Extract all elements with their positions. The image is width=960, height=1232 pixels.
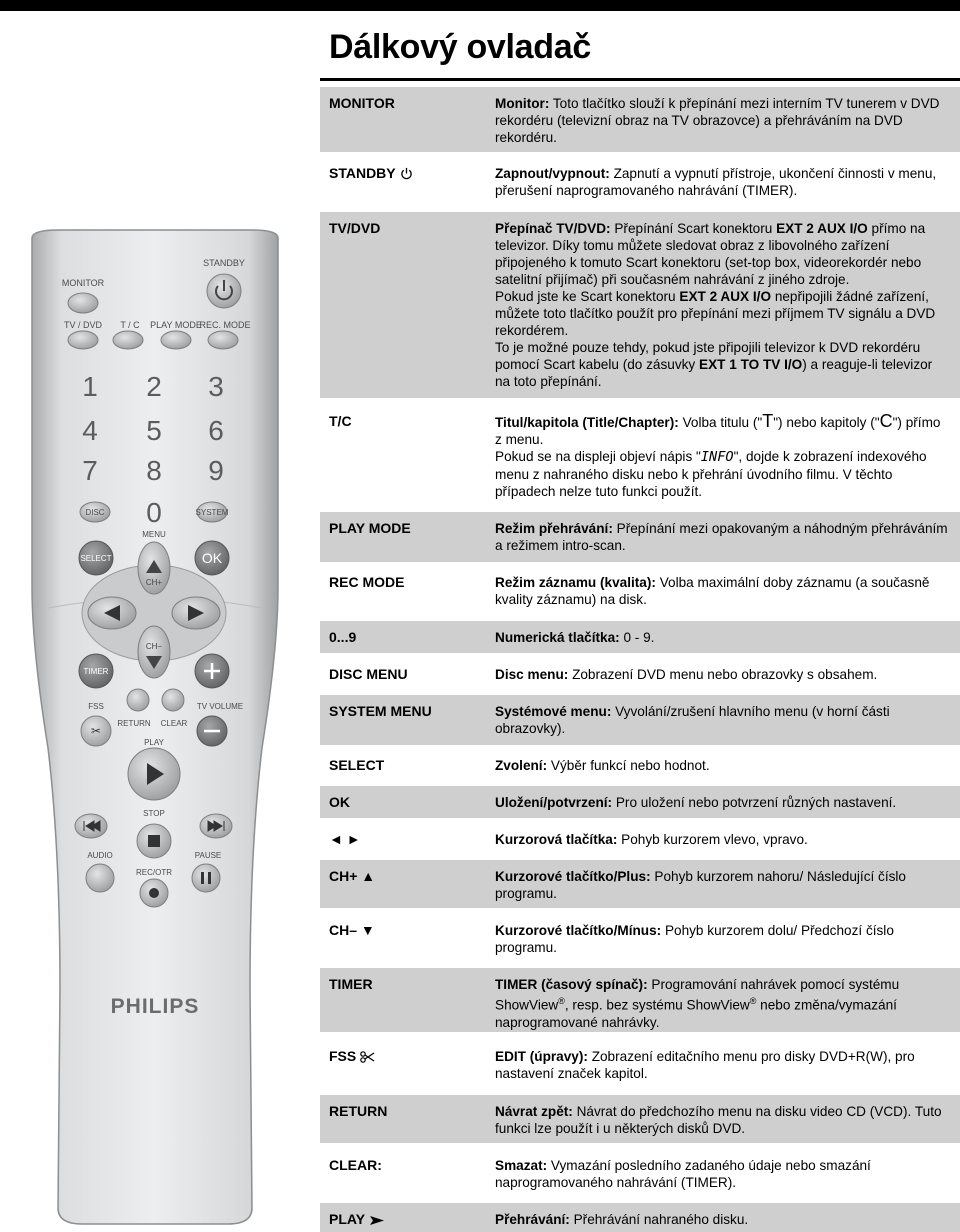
row-description: Titul/kapitola (Title/Chapter): Volba titulu ("T") nebo kapitoly ("C") přímo z menu. Pokud se na displeji objeví nápis "INFO", dojde k zobrazení indexového menu z nahraného disku nebo k přehrání úvodního filmu. V těchto případech nelze tuto funkci použít. [495, 411, 941, 499]
row-description: Režim přehrávání: Přepínání mezi opakovaným a náhodným přehráváním a režimem intro-scan. [495, 521, 948, 553]
remote-digit-5: 5 [146, 415, 162, 446]
remote-label-chminus: CH− [145, 642, 163, 651]
row-description: Zvolení: Výběr funkcí nebo hodnot. [495, 758, 710, 773]
row-digits [320, 621, 960, 653]
remote-digit-4: 4 [82, 415, 98, 446]
remote-label-tc: T / C [120, 320, 140, 330]
row-description: TIMER (časový spínač): Programování nahrávek pomocí systému ShowView®, resp. bez systému ShowView® nebo změna/vymazání naprogramované nahrávky. [495, 977, 900, 1030]
row-key: TIMER [329, 976, 373, 992]
top-black-bar [0, 0, 960, 11]
row-description: Smazat: Vymazání posledního zadaného údaje nebo smazání naprogramovaného nahrávání (TIMER). [495, 1158, 871, 1190]
remote-ch-minus-button [138, 626, 170, 678]
remote-digit-9: 9 [208, 455, 224, 486]
row-description: Kurzorová tlačítka: Pohyb kurzorem vlevo, vpravo. [495, 832, 808, 847]
row-key: CH– ▼ [329, 922, 375, 938]
remote-control-illustration [28, 228, 282, 1228]
row-select [320, 749, 960, 781]
title-glyph: T [762, 411, 774, 431]
remote-label-standby: STANDBY [203, 258, 245, 268]
row-play [320, 1203, 960, 1232]
row-description: Monitor: Toto tlačítko slouží k přepínání mezi interním TV tunerem v DVD rekordéru (televizní obraz na TV obrazovce) a přehráváním na DVD rekordéru. [495, 96, 940, 145]
row-key: STANDBY [329, 165, 413, 181]
remote-label-return: RETURN [117, 719, 151, 728]
row-playmode [320, 512, 960, 562]
row-description: Disc menu: Zobrazení DVD menu nebo obrazovky s obsahem. [495, 667, 878, 682]
remote-tvdvd-button [68, 331, 98, 349]
remote-label-monitor: MONITOR [61, 278, 105, 288]
row-monitor [320, 87, 960, 152]
row-key: TV/DVD [329, 220, 381, 236]
remote-label-system: SYSTEM [195, 508, 229, 517]
row-disc-menu [320, 658, 960, 690]
row-description: Návrat zpět: Návrat do předchozího menu na disku video CD (VCD). Tuto funkci lze použít i u některých disků DVD. [495, 1104, 942, 1136]
info-display-glyph: INFO [700, 449, 734, 465]
remote-digit-2: 2 [146, 371, 162, 402]
remote-label-recmode: REC. MODE [199, 320, 251, 330]
remote-label-recotr: REC/OTR [136, 868, 172, 877]
remote-label-clear: CLEAR [160, 719, 188, 728]
row-description: Systémové menu: Vyvolání/zrušení hlavního menu (v horní části obrazovky). [495, 704, 890, 736]
row-key: FSS [329, 1048, 375, 1064]
row-tc [320, 405, 960, 509]
row-ch-minus [320, 914, 960, 964]
row-description: Kurzorové tlačítko/Plus: Pohyb kurzorem nahoru/ Následující číslo programu. [495, 869, 906, 901]
row-key: OK [329, 794, 350, 810]
remote-return-button [127, 689, 149, 711]
title-rule [320, 78, 960, 81]
remote-label-stop: STOP [143, 809, 165, 818]
remote-label-tvvolume: TV VOLUME [196, 702, 244, 711]
row-key: DISC MENU [329, 666, 408, 682]
row-key: 0...9 [329, 629, 357, 645]
row-standby [320, 157, 960, 205]
svg-text:✂: ✂ [90, 724, 102, 738]
row-key: CH+ ▲ [329, 868, 376, 884]
row-description: Přepínač TV/DVD: Přepínání Scart konektoru EXT 2 AUX I/O přímo na televizor. Díky tomu můžete sledovat obraz z libovolného zařízení připojeného k tomuto Scart konektoru (set-top box, videorekordér nebo satelitní přijímač) při současném nahrávání z jiného zdroje. Pokud jste ke Scart konektoru EXT 2 AUX I/O nepřipojili žádné zařízení, můžete toto tlačítko použít pro přepínání mezi příjmem TV signálu a DVD rekordérem. To je možné pouze tehdy, pokud jste připojili televizor k DVD rekordéru pomocí Scart kabelu (do zásuvky EXT 1 TO TV I/O) a reaguje-li televizor na toto přepínání. [495, 221, 936, 389]
remote-label-playmode: PLAY MODE [150, 320, 202, 330]
row-return [320, 1095, 960, 1143]
row-description: Zapnout/vypnout: Zapnutí a vypnutí přístroje, ukončení činnosti v menu, přerušení naprogramovaného nahrávání (TIMER). [495, 166, 937, 198]
remote-label-play: PLAY [144, 738, 164, 747]
remote-label-audio: AUDIO [87, 851, 113, 860]
row-key: REC MODE [329, 574, 405, 590]
remote-digit-6: 6 [208, 415, 224, 446]
remote-label-ok: OK [201, 550, 223, 566]
remote-recmode-button [208, 331, 238, 349]
row-key: ◄ ► [329, 831, 361, 847]
page-title: Dálkový ovladač [329, 28, 591, 66]
remote-digit-3: 3 [208, 371, 224, 402]
remote-audio-button [86, 864, 114, 892]
row-fss [320, 1040, 960, 1088]
remote-monitor-button [68, 293, 98, 313]
scissors-icon [360, 1051, 375, 1063]
remote-digit-1: 1 [82, 371, 98, 402]
row-key: PLAY [329, 1211, 385, 1227]
row-ok [320, 786, 960, 818]
row-system-menu [320, 695, 960, 745]
row-cursor-left-right [320, 823, 960, 855]
chapter-glyph: C [879, 411, 893, 431]
row-description: EDIT (úpravy): Zobrazení editačního menu pro disky DVD+R(W), pro nastavení značek kapitol. [495, 1049, 915, 1081]
remote-label-fss: FSS [88, 702, 104, 711]
remote-digit-8: 8 [146, 455, 162, 486]
remote-tc-button [113, 331, 143, 349]
row-key: RETURN [329, 1103, 388, 1119]
row-description: Uložení/potvrzení: Pro uložení nebo potvrzení různých nastavení. [495, 795, 897, 810]
row-key: SYSTEM MENU [329, 703, 432, 719]
remote-label-select: SELECT [80, 554, 112, 563]
remote-label-tvdvd: TV / DVD [63, 320, 103, 330]
remote-digit-7: 7 [82, 455, 98, 486]
row-key: CLEAR: [329, 1157, 382, 1173]
play-icon [369, 1215, 385, 1226]
row-tvdvd [320, 212, 960, 398]
remote-label-menu: MENU [142, 530, 166, 539]
remote-pause-button [192, 864, 220, 892]
row-clear [320, 1149, 960, 1197]
remote-brand-logo: PHILIPS [110, 995, 200, 1018]
row-description: Režim záznamu (kvalita): Volba maximální doby záznamu (a současně kvality záznamu) na disk. [495, 575, 930, 607]
row-ch-plus [320, 860, 960, 908]
row-description: Numerická tlačítka: 0 - 9. [495, 630, 655, 645]
remote-digit-0: 0 [146, 497, 162, 528]
remote-label-chplus: CH+ [145, 578, 163, 587]
row-description: Přehrávání: Přehrávání nahraného disku. [495, 1212, 749, 1227]
remote-label-disc: DISC [85, 508, 105, 517]
row-key: PLAY MODE [329, 520, 411, 536]
power-icon [400, 167, 413, 180]
remote-clear-button [162, 689, 184, 711]
row-key: MONITOR [329, 95, 395, 111]
row-timer [320, 968, 960, 1032]
row-key: T/C [329, 413, 352, 429]
remote-label-timer: TIMER [83, 667, 109, 676]
row-recmode [320, 566, 960, 616]
remote-label-pause: PAUSE [194, 851, 222, 860]
remote-playmode-button [161, 331, 191, 349]
row-key: SELECT [329, 757, 385, 773]
row-description: Kurzorové tlačítko/Mínus: Pohyb kurzorem dolu/ Předchozí číslo programu. [495, 923, 894, 955]
